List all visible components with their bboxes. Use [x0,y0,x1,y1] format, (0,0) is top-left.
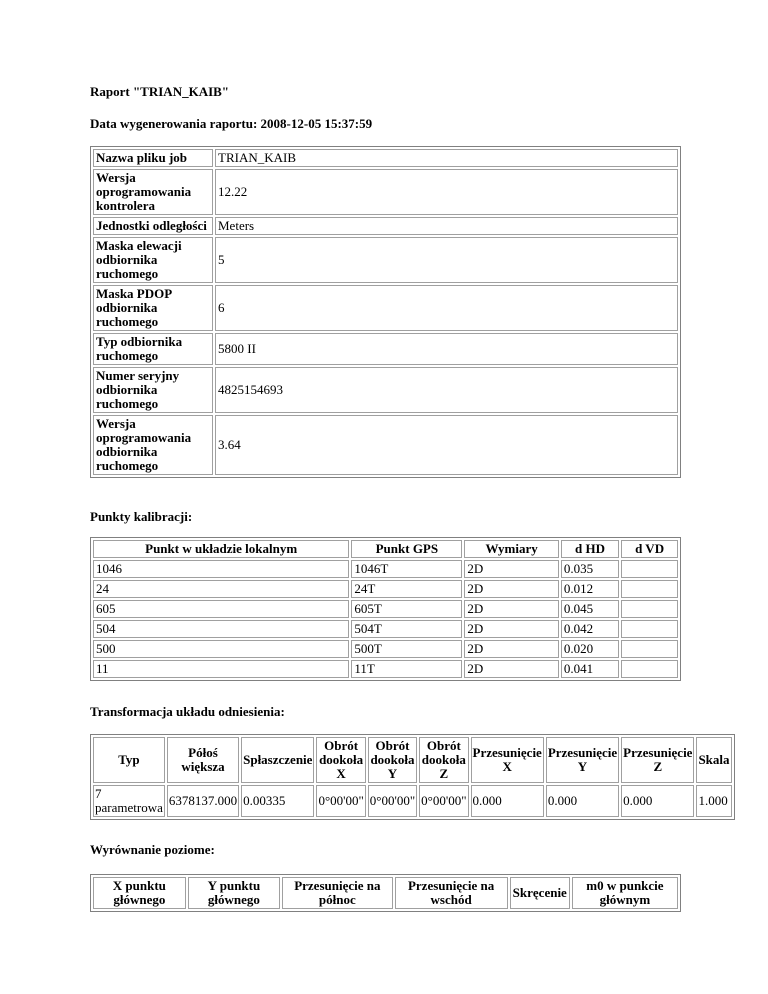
info-value: Meters [215,217,678,235]
transform-heading: Transformacja układu odniesienia: [90,704,285,719]
calibration-row [93,640,678,658]
calibration-cell [621,620,678,638]
info-row [93,285,678,331]
calibration-row [93,580,678,598]
calibration-column-header: d VD [621,540,678,558]
calibration-cell: 0.012 [561,580,619,598]
calibration-column-header: d HD [561,540,619,558]
transform-cell: 0.000 [471,785,544,817]
transform-row [93,785,732,817]
transform-column-header: Przesunięcie Z [621,737,694,783]
info-value: TRIAN_KAIB [215,149,678,167]
transform-cell: 0.00335 [241,785,314,817]
calibration-cell: 605T [351,600,462,618]
calibration-cell [621,580,678,598]
calibration-column-header: Punkt w układzie lokalnym [93,540,349,558]
calibration-cell: 11T [351,660,462,678]
calibration-row [93,560,678,578]
calibration-cell [621,660,678,678]
calibration-cell [621,560,678,578]
calibration-row [93,600,678,618]
calibration-cell [621,600,678,618]
report-title: Raport "TRIAN_KAIB" [90,84,230,99]
info-key: Maska elewacji odbiornika ruchomego [93,237,213,283]
info-key: Maska PDOP odbiornika ruchomego [93,285,213,331]
calibration-cell: 2D [464,640,558,658]
calibration-cell: 11 [93,660,349,678]
leveling-column-header: Skręcenie [510,877,570,909]
leveling-column-header: Y punktu głównego [188,877,280,909]
job-info-table [90,146,681,478]
transform-cell: 7 parametrowa [95,786,163,815]
info-value: 5800 II [215,333,678,365]
calibration-cell: 500T [351,640,462,658]
info-value: 5 [215,237,678,283]
calibration-cell: 504 [93,620,349,638]
calibration-cell [621,640,678,658]
transform-column-header: Obrót dookoła Z [419,737,468,783]
leveling-heading: Wyrównanie poziome: [90,842,215,857]
calibration-cell: 500 [93,640,349,658]
calibration-cell: 0.041 [561,660,619,678]
info-key: Typ odbiornika ruchomego [93,333,213,365]
calibration-cell: 1046 [93,560,349,578]
calibration-row [93,660,678,678]
calibration-column-header: Punkt GPS [351,540,462,558]
transform-column-header: Obrót dookoła Y [368,737,417,783]
transform-column-header: Półoś większa [167,737,239,783]
info-key: Wersja oprogramowania kontrolera [93,169,213,215]
calibration-column-header: Wymiary [464,540,558,558]
calibration-cell: 2D [464,660,558,678]
info-row [93,333,678,365]
transform-column-header: Przesunięcie X [471,737,544,783]
info-value: 4825154693 [215,367,678,413]
calibration-cell: 504T [351,620,462,638]
leveling-column-header: m0 w punkcie głównym [572,877,678,909]
calibration-cell: 2D [464,560,558,578]
transform-cell: 0.000 [621,785,694,817]
report-date: Data wygenerowania raportu: 2008-12-05 15:37:59 [90,116,373,131]
calibration-cell: 0.020 [561,640,619,658]
calibration-cell: 24T [351,580,462,598]
info-row [93,415,678,475]
calibration-cell: 2D [464,600,558,618]
info-row [93,169,678,215]
calibration-row [93,620,678,638]
calibration-heading: Punkty kalibracji: [90,509,193,524]
transform-table [90,734,735,820]
leveling-column-header: Przesunięcie na wschód [395,877,508,909]
calibration-cell: 0.045 [561,600,619,618]
info-key: Jednostki odległości [93,217,213,235]
info-row [93,149,678,167]
info-key: Nazwa pliku job [93,149,213,167]
info-row [93,217,678,235]
calibration-cell: 605 [93,600,349,618]
transform-column-header: Przesunięcie Y [546,737,619,783]
leveling-table [90,874,681,912]
leveling-column-header: X punktu głównego [93,877,186,909]
leveling-column-header: Przesunięcie na północ [282,877,392,909]
transform-column-header: Skala [696,737,731,783]
transform-column-header: Spłaszczenie [241,737,314,783]
transform-cell: 0°00'00" [368,785,417,817]
info-value: 3.64 [215,415,678,475]
calibration-cell: 24 [93,580,349,598]
calibration-table [90,537,681,681]
calibration-cell: 0.035 [561,560,619,578]
calibration-cell: 0.042 [561,620,619,638]
info-row [93,237,678,283]
info-key: Numer seryjny odbiornika ruchomego [93,367,213,413]
info-row [93,367,678,413]
info-value: 12.22 [215,169,678,215]
transform-cell: 0°00'00" [419,785,468,817]
transform-cell: 0°00'00" [316,785,365,817]
info-key: Wersja oprogramowania odbiornika ruchomego [93,415,213,475]
info-value: 6 [215,285,678,331]
transform-cell: 0.000 [546,785,619,817]
calibration-cell: 2D [464,620,558,638]
transform-cell: 6378137.000 [167,785,239,817]
transform-cell: 1.000 [696,785,731,817]
transform-column-header: Obrót dookoła X [316,737,365,783]
calibration-cell: 1046T [351,560,462,578]
transform-column-header: Typ [93,737,165,783]
calibration-cell: 2D [464,580,558,598]
